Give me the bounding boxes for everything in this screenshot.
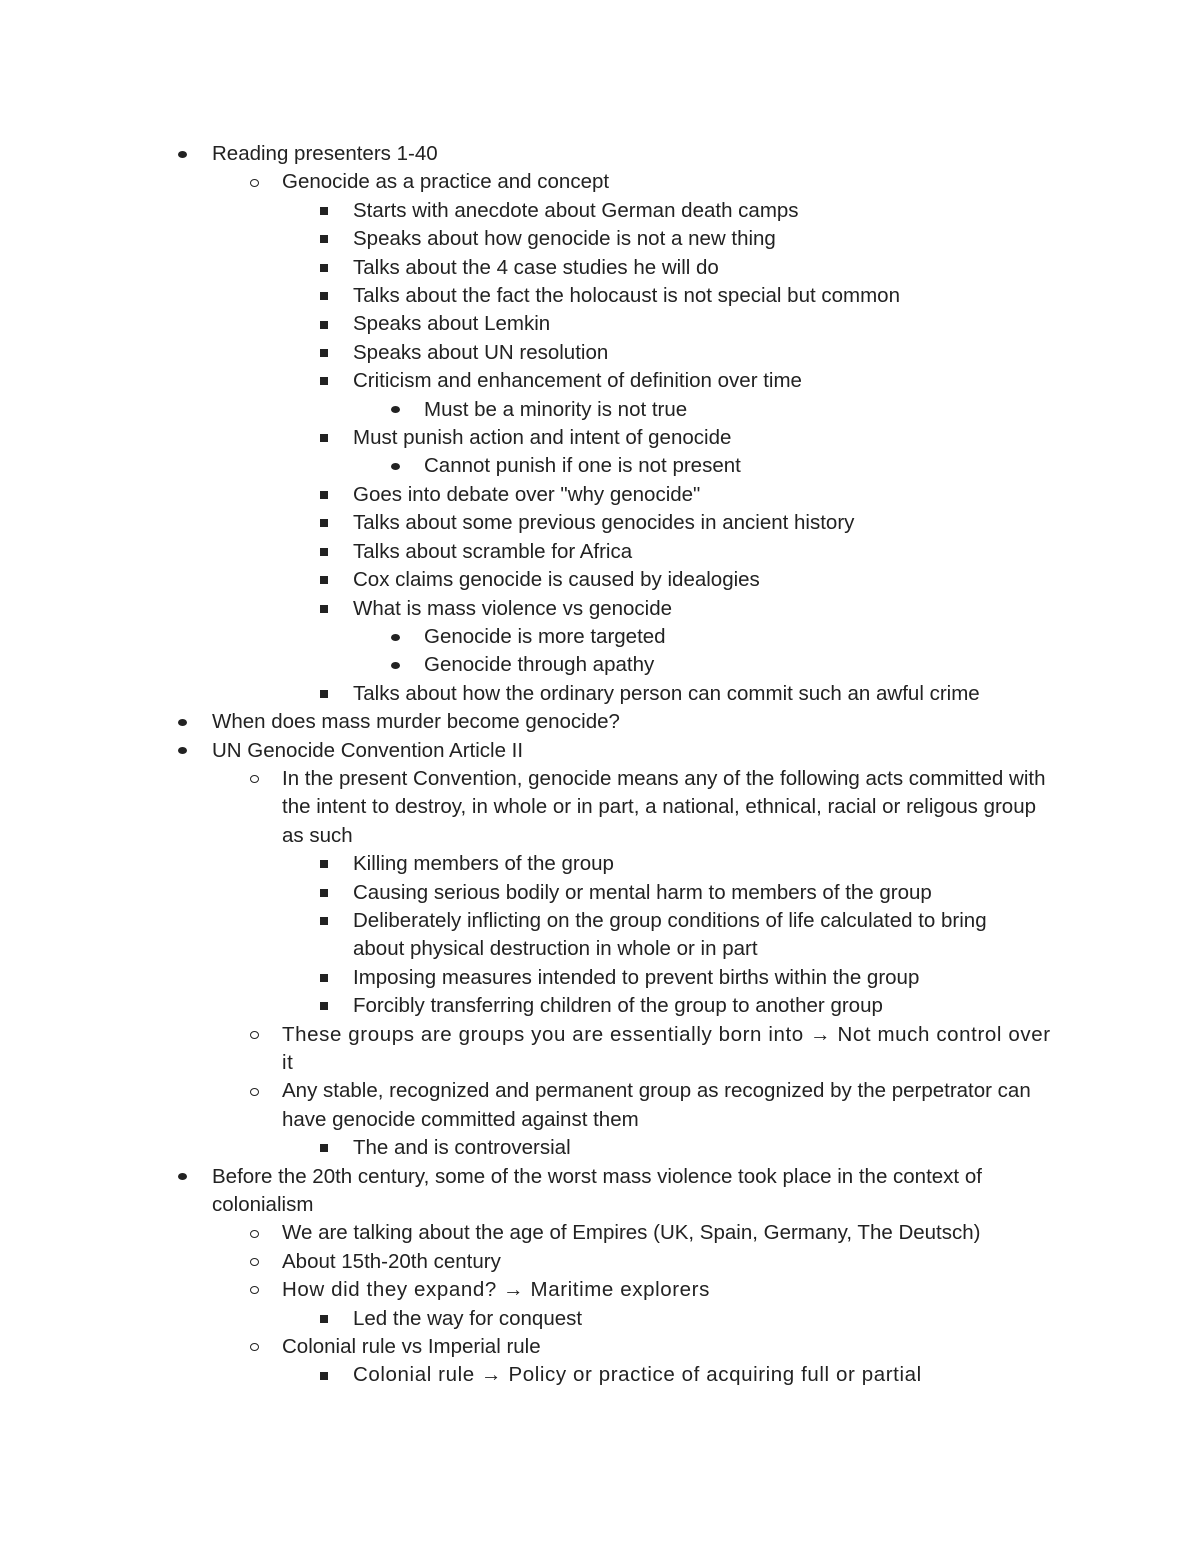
list-item [0,396,1044,424]
square-bullet-icon [317,1134,331,1162]
list-item-text: Deliberately inflicting on the group conditions of life calculated to bring about physical destruction in whole or in part [353,908,987,961]
square-bullet-icon [317,481,331,509]
list-item [0,1134,1043,1162]
hollow-circle-bullet-icon [247,1333,261,1361]
list-item-text: What is mass violence vs genocide [353,596,673,620]
list-item-text: Starts with anecdote about German death camps [353,198,799,222]
square-bullet-icon [317,1361,331,1389]
list-item-text: Criticism and enhancement of definition over time [353,369,802,393]
list-item [0,1248,1052,1276]
list-item [0,452,1044,480]
list-item-text: Talks about the 4 case studies he will do [353,255,719,279]
list-item [0,680,1043,708]
list-item [0,708,1042,736]
list-item-text: Speaks about UN resolution [353,340,609,364]
list-item [0,197,1043,225]
list-item-text: Talks about how the ordinary person can commit such an awful crime [353,681,980,705]
list-item [0,1333,1052,1361]
hollow-circle-bullet-icon [247,1021,261,1049]
list-item-text: Causing serious bodily or mental harm to members of the group [353,880,932,904]
square-bullet-icon [317,907,331,935]
list-item [0,1361,1043,1389]
list-item-text: Cannot punish if one is not present [424,454,741,478]
square-bullet-icon [317,509,331,537]
list-item-text: Speaks about Lemkin [353,312,551,336]
list-item-text: How did they expand? → Maritime explorers [282,1278,710,1302]
list-item-text: Colonial rule → Policy or practice of acquiring full or partial [353,1363,922,1387]
list-item [0,1219,1052,1247]
list-item-text: The and is controversial [353,1136,571,1160]
list-item [0,1276,1052,1304]
list-item [0,509,1043,537]
list-item-text: Talks about scramble for Africa [353,539,633,563]
square-bullet-icon [317,964,331,992]
list-item [0,850,1043,878]
list-item [0,907,1043,964]
square-bullet-icon [317,254,331,282]
square-bullet-icon [317,1305,331,1333]
list-item-text: Before the 20th century, some of the worst mass violence took place in the context of colonialism [212,1164,982,1217]
square-bullet-icon [317,992,331,1020]
filled-circle-bullet-icon [388,651,402,679]
list-item-text: Talks about the fact the holocaust is not special but common [353,284,900,308]
filled-circle-bullet-icon [388,396,402,424]
list-item [0,765,1052,850]
square-bullet-icon [317,197,331,225]
list-item [0,254,1043,282]
list-item-text: Genocide is more targeted [424,624,666,648]
list-item-text: We are talking about the age of Empires (UK, Spain, Germany, The Deutsch) [282,1221,981,1245]
list-item [0,737,1042,765]
list-item [0,1163,1042,1220]
list-item [0,339,1043,367]
list-item [0,367,1043,395]
hollow-circle-bullet-icon [247,1219,261,1247]
list-item-text: Imposing measures intended to prevent births within the group [353,965,920,989]
list-item-text: Genocide through apathy [424,653,655,677]
square-bullet-icon [317,595,331,623]
square-bullet-icon [317,850,331,878]
filled-circle-bullet-icon [175,737,189,765]
list-item [0,623,1044,651]
hollow-circle-bullet-icon [247,168,261,196]
list-item-text: About 15th-20th century [282,1249,501,1273]
list-item [0,140,1042,168]
list-item-text: Forcibly transferring children of the group to another group [353,994,883,1018]
hollow-circle-bullet-icon [247,1276,261,1304]
square-bullet-icon [317,680,331,708]
list-item [0,992,1043,1020]
square-bullet-icon [317,282,331,310]
list-item-text: UN Genocide Convention Article II [212,738,524,762]
square-bullet-icon [317,566,331,594]
list-item-text: Goes into debate over "why genocide" [353,482,701,506]
list-item [0,310,1043,338]
list-item [0,964,1043,992]
square-bullet-icon [317,339,331,367]
list-item [0,424,1043,452]
list-item-text: Led the way for conquest [353,1306,583,1330]
filled-circle-bullet-icon [388,623,402,651]
hollow-circle-bullet-icon [247,1077,261,1105]
list-item [0,1021,1052,1078]
square-bullet-icon [317,367,331,395]
list-item-text: In the present Convention, genocide means any of the following acts committed with the intent to destroy, in whole or in part, a national, ethnical, racial or religous group as such [282,766,1046,847]
list-item-text: Talks about some previous genocides in ancient history [353,511,855,535]
notes-document [0,140,1200,1390]
list-item-text: Speaks about how genocide is not a new thing [353,227,776,251]
list-item-text: Cox claims genocide is caused by idealogies [353,568,760,592]
filled-circle-bullet-icon [388,452,402,480]
list-item [0,595,1043,623]
hollow-circle-bullet-icon [247,1248,261,1276]
square-bullet-icon [317,538,331,566]
list-item [0,538,1043,566]
square-bullet-icon [317,879,331,907]
list-item [0,1305,1043,1333]
list-item [0,1077,1052,1134]
list-item-text: Killing members of the group [353,852,614,876]
list-item [0,168,1052,196]
list-item [0,481,1043,509]
list-item-text: Reading presenters 1-40 [212,142,438,165]
list-item-text: Genocide as a practice and concept [282,170,610,194]
hollow-circle-bullet-icon [247,765,261,793]
list-item-text: Colonial rule vs Imperial rule [282,1335,541,1359]
list-item-text: Must be a minority is not true [424,397,688,421]
list-item [0,651,1044,679]
list-item [0,282,1043,310]
filled-circle-bullet-icon [175,708,189,736]
list-item-text: When does mass murder become genocide? [212,710,620,734]
square-bullet-icon [317,310,331,338]
filled-circle-bullet-icon [175,140,189,168]
list-item [0,566,1043,594]
list-item [0,225,1043,253]
list-item [0,879,1043,907]
square-bullet-icon [317,424,331,452]
square-bullet-icon [317,225,331,253]
list-item-text: These groups are groups you are essentially born into → Not much control over it [282,1022,1051,1074]
filled-circle-bullet-icon [175,1163,189,1191]
list-item-text: Must punish action and intent of genocide [353,426,732,450]
list-item-text: Any stable, recognized and permanent group as recognized by the perpetrator can have genocide committed against them [282,1079,1031,1131]
